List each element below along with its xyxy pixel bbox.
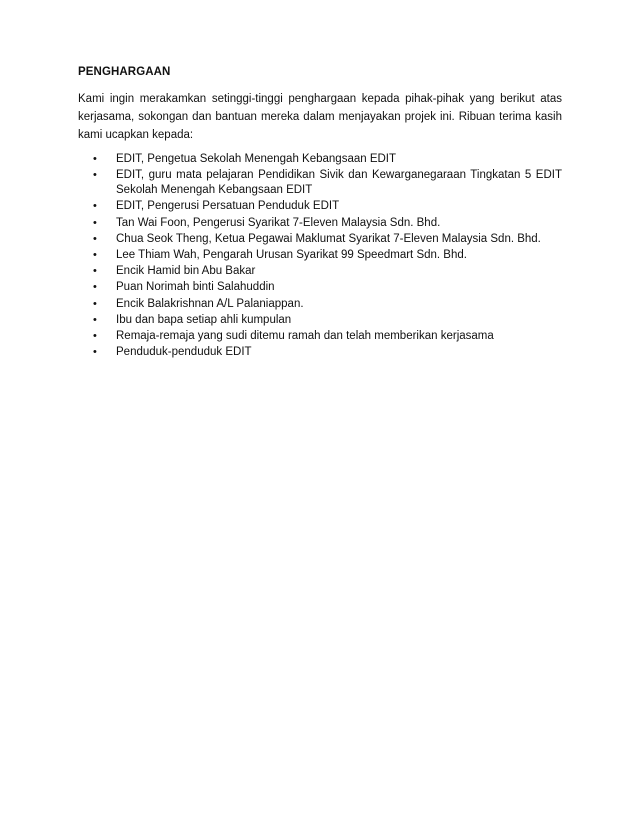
bullet-icon: • xyxy=(93,153,97,165)
list-item-text: Encik Hamid bin Abu Bakar xyxy=(116,265,256,278)
intro-paragraph: Kami ingin merakamkan setinggi-tinggi penghargaan kepada pihak-pihak yang berikut atas kerjasama, sokongan dan bantuan mereka dalam menjayakan projek ini. Ribuan terima kasih kami ucapkan kepada: xyxy=(78,93,562,141)
list-item xyxy=(78,264,562,279)
list-item xyxy=(78,152,562,167)
list-item xyxy=(78,329,562,344)
bullet-icon: • xyxy=(93,232,97,245)
bullet-icon: • xyxy=(93,169,97,182)
document-page xyxy=(78,66,562,361)
list-item xyxy=(78,199,562,214)
list-item-text: Puan Norimah binti Salahuddin xyxy=(116,281,275,294)
page-heading: PENGHARGAAN xyxy=(78,66,171,78)
bullet-icon: • xyxy=(93,329,97,342)
list-item-text: EDIT, Pengetua Sekolah Menengah Kebangsaan EDIT xyxy=(116,153,397,165)
bullet-icon: • xyxy=(93,313,97,326)
list-item-text: EDIT, Pengerusi Persatuan Penduduk EDIT xyxy=(116,200,340,213)
list-item-text: Remaja-remaja yang sudi ditemu ramah dan telah memberikan kerjasama xyxy=(116,329,494,342)
list-item xyxy=(78,345,562,360)
list-item-text: Lee Thiam Wah, Pengarah Urusan Syarikat 99 Speedmart Sdn. Bhd. xyxy=(116,248,467,261)
list-item xyxy=(78,248,562,263)
list-item-text: Penduduk-penduduk EDIT xyxy=(116,346,252,359)
bullet-icon: • xyxy=(93,248,97,261)
list-item xyxy=(78,280,562,295)
list-item-text: Encik Balakrishnan A/L Palaniappan. xyxy=(116,297,304,310)
list-item-text: EDIT, guru mata pelajaran Pendidikan Sivik dan Kewarganegaraan Tingkatan 5 EDIT Sekolah Menengah Kebangsaan EDIT xyxy=(116,169,562,197)
list-item-text: Chua Seok Theng, Ketua Pegawai Maklumat Syarikat 7-Eleven Malaysia Sdn. Bhd. xyxy=(116,232,541,245)
list-item-text: Ibu dan bapa setiap ahli kumpulan xyxy=(116,313,292,326)
bullet-icon: • xyxy=(93,281,97,294)
list-item xyxy=(78,313,562,328)
bullet-icon: • xyxy=(93,297,97,310)
bullet-icon: • xyxy=(93,200,97,213)
list-item xyxy=(78,168,562,198)
list-item xyxy=(78,297,562,312)
bullet-icon: • xyxy=(93,265,97,278)
acknowledgement-list xyxy=(78,152,562,360)
list-item-text: Tan Wai Foon, Pengerusi Syarikat 7-Eleven Malaysia Sdn. Bhd. xyxy=(116,216,441,229)
list-item xyxy=(78,216,562,231)
list-item xyxy=(78,232,562,247)
bullet-icon: • xyxy=(93,346,97,359)
bullet-icon: • xyxy=(93,216,97,229)
